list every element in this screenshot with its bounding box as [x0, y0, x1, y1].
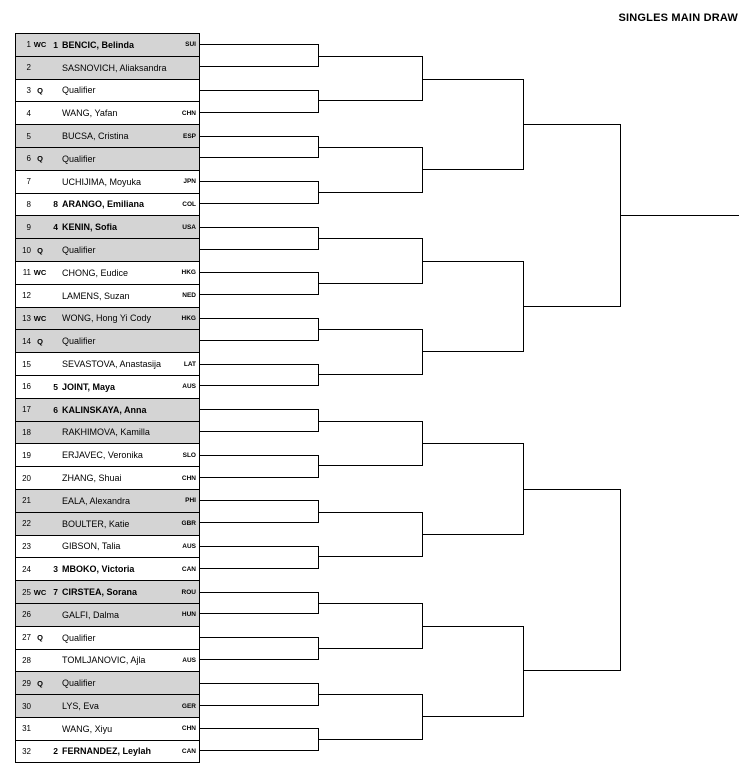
- match-connector: [423, 261, 524, 352]
- match-connector: [200, 90, 319, 113]
- player-name[interactable]: LYS, Eva: [62, 701, 99, 712]
- match-connector: [200, 546, 319, 569]
- player-name[interactable]: Qualifier: [62, 153, 96, 164]
- row-number: 9: [26, 222, 31, 232]
- entry-status-badge: Q: [37, 633, 43, 643]
- draw-row[interactable]: [15, 193, 200, 216]
- row-number: 31: [22, 724, 31, 734]
- champion-line: [621, 215, 739, 216]
- country-code: AUS: [182, 383, 196, 391]
- row-number: 25: [22, 587, 31, 597]
- page-title: SINGLES MAIN DRAW: [618, 12, 738, 24]
- player-name[interactable]: JOINT, Maya: [62, 381, 116, 392]
- match-connector: [200, 44, 319, 67]
- row-number: 10: [22, 245, 31, 255]
- player-name[interactable]: UCHIJIMA, Moyuka: [62, 176, 142, 187]
- match-connector: [524, 489, 621, 671]
- draw-row[interactable]: [15, 101, 200, 124]
- match-connector: [319, 603, 423, 649]
- seed-number: 6: [53, 404, 58, 415]
- draw-row[interactable]: [15, 307, 200, 330]
- draw-row[interactable]: [15, 421, 200, 444]
- seed-number: 3: [53, 564, 58, 575]
- seed-number: 7: [53, 587, 58, 598]
- country-code: PHI: [185, 497, 196, 505]
- player-name[interactable]: SEVASTOVA, Anastasija: [62, 359, 162, 370]
- country-code: ESP: [182, 132, 196, 140]
- player-name[interactable]: WANG, Xiyu: [62, 723, 113, 734]
- draw-row[interactable]: [15, 489, 200, 512]
- draw-row[interactable]: [15, 79, 200, 102]
- row-number: 19: [22, 450, 31, 460]
- match-connector: [200, 637, 319, 660]
- draw-row[interactable]: [15, 443, 200, 466]
- row-number: 20: [22, 473, 31, 483]
- row-number: 23: [22, 541, 31, 551]
- match-connector: [524, 124, 621, 306]
- country-code: NED: [182, 292, 196, 300]
- player-name[interactable]: Qualifier: [62, 336, 96, 347]
- match-connector: [200, 592, 319, 615]
- player-name[interactable]: Qualifier: [62, 632, 96, 643]
- match-connector: [319, 329, 423, 375]
- country-code: AUS: [182, 542, 196, 550]
- draw-row[interactable]: [15, 694, 200, 717]
- entry-status-badge: Q: [37, 154, 43, 164]
- draw-row[interactable]: [15, 33, 200, 56]
- draw-row[interactable]: [15, 580, 200, 603]
- entry-status-badge: WC: [33, 40, 47, 50]
- draw-row[interactable]: [15, 261, 200, 284]
- row-number: 32: [22, 746, 31, 756]
- row-number: 6: [26, 154, 31, 164]
- match-connector: [200, 364, 319, 387]
- player-name[interactable]: ERJAVEC, Veronika: [62, 450, 143, 461]
- row-number: 27: [22, 633, 31, 643]
- row-number: 14: [22, 336, 31, 346]
- row-number: 28: [22, 655, 31, 665]
- entry-status-badge: WC: [33, 313, 47, 323]
- match-connector: [200, 455, 319, 478]
- draw-row[interactable]: [15, 535, 200, 558]
- draw-row[interactable]: [15, 717, 200, 740]
- country-code: AUS: [182, 656, 196, 664]
- seed-number: 1: [53, 39, 58, 50]
- player-name[interactable]: Qualifier: [62, 678, 96, 689]
- row-number: 11: [22, 268, 31, 278]
- entry-status-badge: WC: [33, 268, 47, 278]
- row-number: 3: [26, 85, 31, 95]
- country-code: USA: [182, 223, 196, 231]
- entry-status-badge: Q: [37, 85, 43, 95]
- seed-number: 2: [53, 746, 58, 757]
- row-number: 8: [26, 199, 31, 209]
- draw-row[interactable]: [15, 398, 200, 421]
- match-connector: [200, 136, 319, 159]
- player-name[interactable]: RAKHIMOVA, Kamilla: [62, 427, 150, 438]
- player-name[interactable]: KENIN, Sofia: [62, 222, 118, 233]
- country-code: GBR: [181, 520, 196, 528]
- country-code: CHN: [181, 725, 196, 733]
- singles-main-draw-bracket: [15, 33, 735, 763]
- draw-row[interactable]: [15, 671, 200, 694]
- entry-status-badge: Q: [37, 336, 43, 346]
- draw-row[interactable]: [15, 626, 200, 649]
- row-number: 7: [26, 177, 31, 187]
- entry-status-badge: Q: [37, 678, 43, 688]
- row-number: 30: [22, 701, 31, 711]
- player-name[interactable]: BUCSA, Cristina: [62, 131, 129, 142]
- seed-number: 8: [53, 199, 58, 210]
- player-name[interactable]: ZHANG, Shuai: [62, 473, 122, 484]
- country-code: SLO: [182, 451, 196, 459]
- country-code: CHN: [181, 109, 196, 117]
- match-connector: [423, 79, 524, 170]
- draw-row[interactable]: [15, 375, 200, 398]
- player-name[interactable]: FERNANDEZ, Leylah: [62, 746, 152, 757]
- match-connector: [200, 181, 319, 204]
- row-number: 5: [26, 131, 31, 141]
- draw-row[interactable]: [15, 466, 200, 489]
- country-code: LAT: [183, 360, 196, 368]
- match-connector: [200, 728, 319, 751]
- entry-status-badge: Q: [37, 245, 43, 255]
- row-number: 15: [22, 359, 31, 369]
- draw-row[interactable]: [15, 557, 200, 580]
- entry-status-badge: WC: [33, 587, 47, 597]
- player-name[interactable]: WANG, Yafan: [62, 108, 118, 119]
- match-connector: [319, 56, 423, 102]
- player-name[interactable]: KALINSKAYA, Anna: [62, 404, 147, 415]
- player-name[interactable]: SASNOVICH, Aliaksandra: [62, 62, 167, 73]
- match-connector: [200, 318, 319, 341]
- player-name[interactable]: WONG, Hong Yi Cody: [62, 313, 152, 324]
- match-connector: [200, 227, 319, 250]
- row-number: 17: [22, 405, 31, 415]
- match-connector: [319, 238, 423, 284]
- row-number: 26: [22, 610, 31, 620]
- match-connector: [319, 421, 423, 467]
- country-code: CAN: [181, 747, 196, 755]
- match-connector: [319, 512, 423, 558]
- row-number: 22: [22, 519, 31, 529]
- draw-row[interactable]: [15, 649, 200, 672]
- row-number: 21: [22, 496, 31, 506]
- match-connector: [200, 272, 319, 295]
- match-connector: [423, 626, 524, 717]
- player-name[interactable]: BENCIC, Belinda: [62, 39, 135, 50]
- player-name[interactable]: EALA, Alexandra: [62, 495, 131, 506]
- player-name[interactable]: GALFI, Dalma: [62, 609, 120, 620]
- match-connector: [200, 500, 319, 523]
- row-number: 29: [22, 678, 31, 688]
- draw-row[interactable]: [15, 238, 200, 261]
- draw-row[interactable]: [15, 603, 200, 626]
- row-number: 2: [26, 63, 31, 73]
- match-connector: [200, 409, 319, 432]
- draw-row[interactable]: [15, 147, 200, 170]
- row-number: 24: [22, 564, 31, 574]
- country-code: COL: [182, 200, 196, 208]
- match-connector: [423, 443, 524, 534]
- country-code: CHN: [181, 474, 196, 482]
- match-connector: [200, 683, 319, 706]
- player-name[interactable]: BOULTER, Katie: [62, 518, 130, 529]
- player-name[interactable]: CHONG, Eudice: [62, 267, 129, 278]
- draw-row[interactable]: [15, 329, 200, 352]
- row-number: 4: [26, 108, 31, 118]
- row-number: 13: [22, 313, 31, 323]
- draw-row[interactable]: [15, 215, 200, 238]
- player-name[interactable]: MBOKO, Victoria: [62, 564, 135, 575]
- row-number: 18: [22, 427, 31, 437]
- player-name[interactable]: GIBSON, Talia: [62, 541, 121, 552]
- match-connector: [319, 147, 423, 193]
- row-number: 1: [26, 40, 31, 50]
- draw-row[interactable]: [15, 56, 200, 79]
- seed-number: 5: [53, 381, 58, 392]
- country-code: HUN: [181, 611, 196, 619]
- country-code: SUI: [185, 41, 196, 49]
- match-connector: [319, 694, 423, 740]
- draw-row[interactable]: [15, 284, 200, 307]
- draw-row[interactable]: [15, 170, 200, 193]
- country-code: CAN: [181, 565, 196, 573]
- seed-number: 4: [53, 222, 58, 233]
- row-number: 16: [22, 382, 31, 392]
- draw-row[interactable]: [15, 740, 200, 763]
- draw-row[interactable]: [15, 352, 200, 375]
- player-name[interactable]: LAMENS, Suzan: [62, 290, 130, 301]
- country-code: GER: [181, 702, 196, 710]
- country-code: HKG: [181, 269, 196, 277]
- country-code: ROU: [181, 588, 196, 596]
- country-code: JPN: [183, 178, 196, 186]
- player-name[interactable]: CIRSTEA, Sorana: [62, 587, 138, 598]
- draw-row[interactable]: [15, 124, 200, 147]
- country-code: HKG: [181, 314, 196, 322]
- row-number: 12: [22, 291, 31, 301]
- player-name[interactable]: TOMLJANOVIC, Ajla: [62, 655, 146, 666]
- player-name[interactable]: Qualifier: [62, 245, 96, 256]
- player-name[interactable]: ARANGO, Emiliana: [62, 199, 145, 210]
- player-name[interactable]: Qualifier: [62, 85, 96, 96]
- draw-row[interactable]: [15, 512, 200, 535]
